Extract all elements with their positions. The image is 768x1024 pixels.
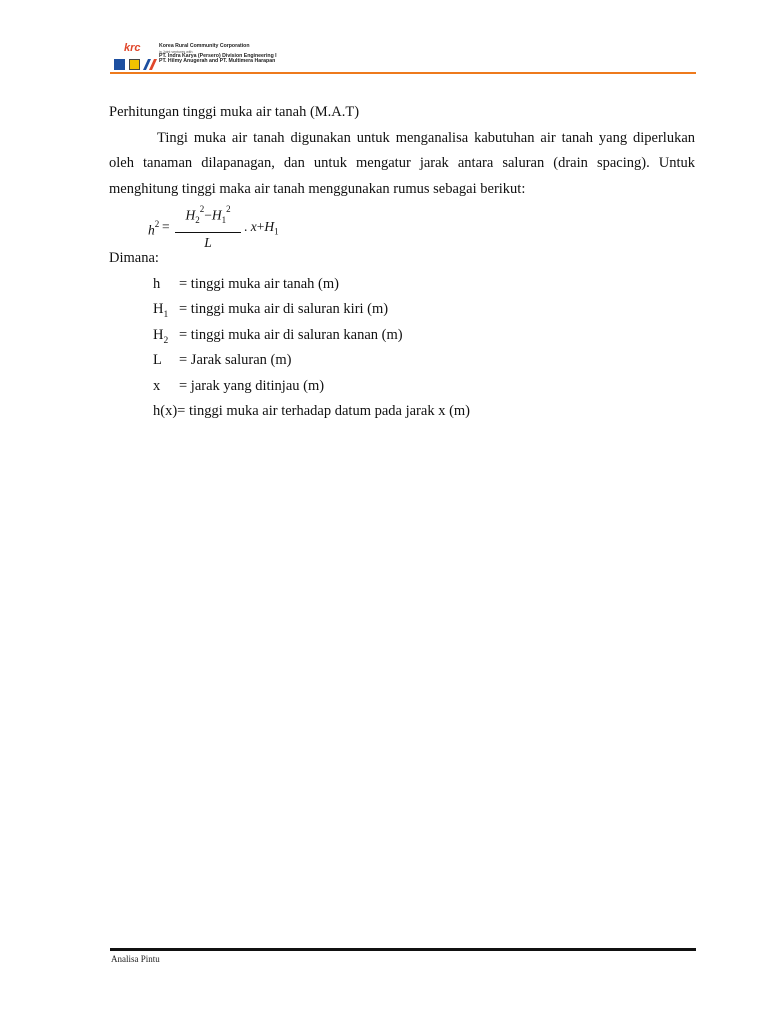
footer-label: Analisa Pintu [111,954,160,964]
body-paragraph: Tingi muka air tanah digunakan untuk menganalisa kabutuhan air tanah yang diperlukan oleh tanaman dilapanagan, dan untuk mengatur jarak antara saluran (drain spacing). Untuk menghitung tinggi maka air tanah menggunakan rumus sebagai berikut: [109,129,695,197]
variable-row: L = Jarak saluran (m) [153,352,292,368]
partner-logo-1 [114,59,125,70]
document-body [109,100,695,425]
formula-fraction [175,202,241,251]
groundwater-formula [148,202,695,251]
section-title: Perhitungan tinggi muka air tanah (M.A.T) [109,104,360,120]
formula-tail: . $x+H_1$ [244,219,279,237]
variable-row: $H_2$ = tinggi muka air di saluran kanan (m) [153,326,403,346]
partner-logos [114,42,160,72]
formula-lhs: $h^2$ [148,219,160,238]
partner-logo-2 [129,59,140,70]
formula-equals: = [162,219,170,234]
partner-logo-3 [143,59,157,70]
krc-logo: krc [124,42,141,54]
footer-divider [110,948,696,951]
header-company-lines [159,44,277,65]
header-line-1: Korea Rural Community Corporation [159,43,250,49]
variable-row: $H_1$ = tinggi muka air di saluran kiri (m) [153,301,389,320]
fraction-bar [175,232,241,233]
header-divider [110,72,696,74]
header-line-4: PT. Hilmy Anugerah and PT. Multimera Harapan [159,58,276,65]
variable-list [153,272,695,425]
variable-row: h(x) = tinggi muka air terhadap datum pada jarak x (m) [153,403,471,419]
variable-row: h = tinggi muka air tanah (m) [153,275,339,292]
where-label: Dimana: [109,250,159,266]
formula-denominator: L [204,235,212,251]
page-header [110,40,696,76]
variable-row: x = jarak yang ditinjau (m) [153,377,325,394]
formula-numerator: $H_2^2-H_1^2$ [185,204,231,226]
header-line-3: PT. Indra Karya (Persero) Division Engineering I [159,52,277,59]
header-line-2: in Joint ventures with [159,49,193,54]
